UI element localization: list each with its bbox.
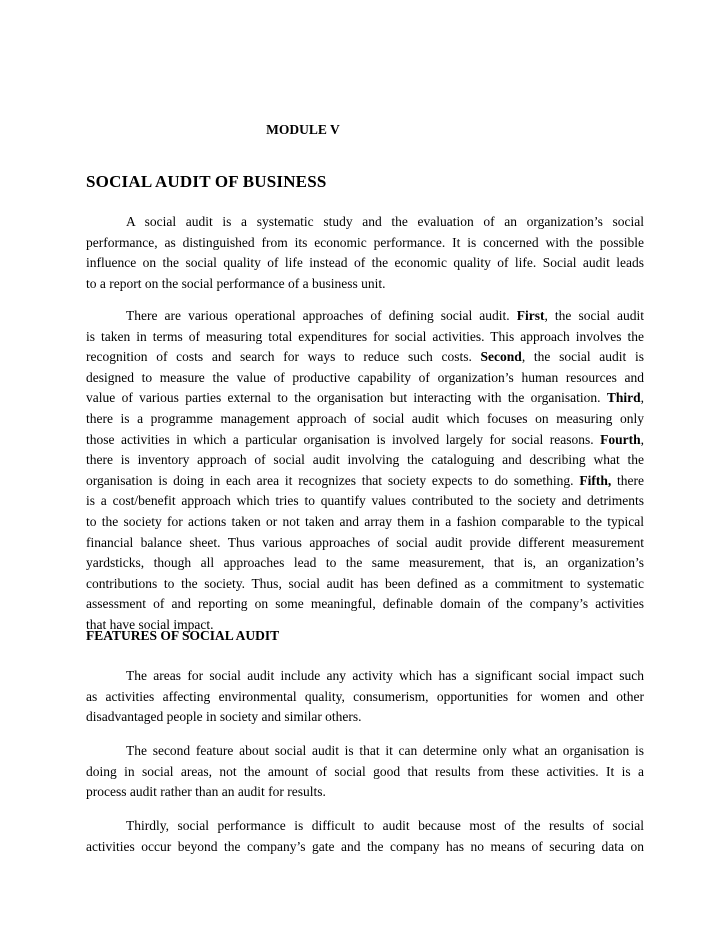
text-line: performance, as distinguished from its economic performance. It is concerned with the possible [86,234,644,250]
text-line: disadvantaged people in society and similar others. [86,709,362,725]
text-line: is taken in terms of measuring total expenditures for social activities. This approach involves the [86,328,644,344]
text-line: to a report on the social performance of a business unit. [86,275,386,291]
text-line: that have social impact. [86,616,214,632]
text-line: doing in social areas, not the amount of social good that results from these activities. It is a [86,763,644,779]
text-line: yardsticks, though all approaches lead to the same measurement, that is, an organization’s [86,555,644,571]
text-line: process audit rather than an audit for results. [86,784,326,800]
text-line: designed to measure the value of productive capability of organization’s human resources and [86,369,644,385]
text-line: A social audit is a systematic study and the evaluation of an organization’s social [126,214,644,229]
text-line: The second feature about social audit is that it can determine only what an organisation is [126,743,644,758]
text-line: financial balance sheet. Thus various approaches of social audit provide different measurement [86,534,644,550]
text-line: to the society for actions taken or not taken and array them in a fashion comparable to the typical [86,513,644,529]
text-line: is a cost/benefit approach which tries to quantify values contributed to the society and detriments [86,493,644,509]
module-title: MODULE V [266,122,340,137]
text-line: there is inventory approach of social audit involving the cataloguing and describing what the [86,452,644,468]
paragraph-intro [86,212,644,294]
text-line: Thirdly, social performance is difficult to audit because most of the results of social [126,818,644,833]
text-line: influence on the social quality of life instead of the economic quality of life. Social audit leads [86,255,644,271]
text-line: value of various parties external to the organisation but interacting with the organisation. Third, [86,390,644,406]
text-line: recognition of costs and search for ways to reduce such costs. Second, the social audit is [86,349,644,365]
text-line: those activities in which a particular organisation is involved largely for social reasons. Fourth, [86,431,644,447]
text-line: organisation is doing in each area it recognizes that society expects to do something. Fifth, there [86,472,645,488]
text-line: there is a programme management approach of social audit which focuses on measuring only [86,410,644,426]
text-line: assessment of and reporting on some meaningful, definable domain of the company’s activities [86,596,644,612]
text-line: activities occur beyond the company’s gate and the company has no means of securing data on [86,838,644,854]
text-line: contributions to the society. Thus, social audit has been defined as a commitment to systematic [86,575,644,591]
paragraph-feature-areas [86,666,644,728]
paragraph-feature-third [86,816,644,857]
text-line: The areas for social audit include any activity which has a significant social impact such [126,668,644,683]
paragraph-feature-second [86,741,644,803]
features-heading: FEATURES OF SOCIAL AUDIT [86,628,280,643]
main-heading: SOCIAL AUDIT OF BUSINESS [86,172,327,191]
paragraph-approaches [86,306,644,636]
text-line: There are various operational approaches of defining social audit. First, the social audit [126,308,644,323]
text-line: as activities affecting environmental quality, consumerism, opportunities for women and other [86,688,644,704]
